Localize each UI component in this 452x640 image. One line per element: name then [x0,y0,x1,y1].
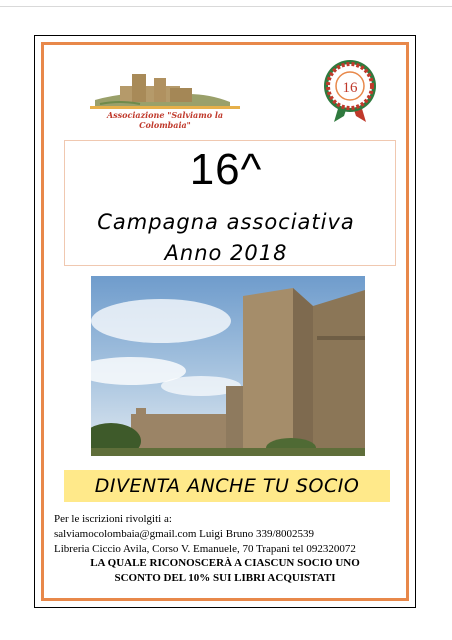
campaign-title: Campagna associativa [97,210,355,234]
become-member-banner: DIVENTA ANCHE TU SOCIO [64,470,390,502]
discount-line-1: LA QUALE RICONOSCERÀ A CIASCUN SOCIO UNO [90,557,360,569]
logo-caption: Associazione "Salviamo la Colombaia" [106,110,224,130]
edition-number: 16^ [189,145,263,194]
rosette-badge-icon [320,58,380,124]
castle-photo [91,276,365,456]
campaign-year: Anno 2018 [164,241,288,265]
bookstore-address: Libreria Ciccio Avila, Corso V. Emanuele, 70 Trapani tel 092320072 [54,543,356,555]
info-intro: Per le iscrizioni rivolgiti a: [54,513,172,525]
contact-email-phone: salviamocolombaia@gmail.com Luigi Bruno 339/8002539 [54,528,315,540]
top-strip [0,0,452,7]
discount-line-2: SCONTO DEL 10% SUI LIBRI ACQUISTATI [114,572,336,584]
badge-number: 16 [342,80,358,96]
